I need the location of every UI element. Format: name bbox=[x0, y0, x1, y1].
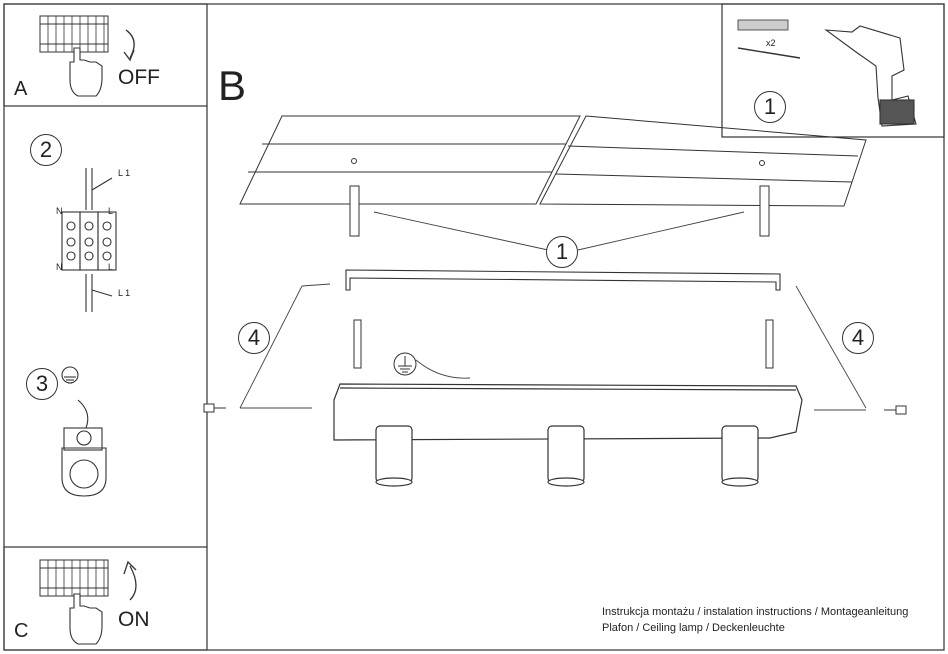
anchor-icon bbox=[738, 20, 788, 30]
outer-frame bbox=[4, 4, 944, 650]
caption-line-1: Instrukcja montażu / instalation instructions / Montageanleitung bbox=[602, 606, 909, 618]
n-label-bottom: N bbox=[56, 262, 63, 272]
step-2-number: 2 bbox=[30, 134, 62, 166]
screw-icon bbox=[738, 48, 800, 58]
step-4-number-left: 4 bbox=[238, 322, 270, 354]
terminal-block-icon bbox=[62, 168, 116, 312]
l-label-bottom: L bbox=[108, 262, 114, 272]
step-4-number-right: 4 bbox=[842, 322, 874, 354]
l1-top-label: L 1 bbox=[118, 168, 131, 178]
hand-icon bbox=[70, 48, 102, 96]
panel-c-box bbox=[4, 547, 207, 650]
step-1-number-tools: 1 bbox=[754, 91, 786, 123]
quantity-label: x2 bbox=[766, 38, 776, 48]
drill-icon bbox=[826, 26, 916, 126]
arrow-icon bbox=[124, 562, 136, 600]
panel-a-box bbox=[4, 4, 207, 106]
panel-a-state: OFF bbox=[118, 66, 160, 89]
caption-line-2: Plafon / Ceiling lamp / Deckenleuchte bbox=[602, 622, 785, 634]
lamp-icon bbox=[334, 384, 802, 486]
hand-icon bbox=[70, 594, 102, 644]
fuse-box-icon bbox=[40, 560, 108, 596]
arrow-icon bbox=[124, 30, 134, 60]
l-label-top: L bbox=[108, 206, 114, 216]
fuse-box-icon bbox=[40, 16, 108, 52]
ground-symbol-icon bbox=[394, 353, 416, 375]
panel-c-letter: C bbox=[14, 620, 29, 642]
panel-b-letter: B bbox=[218, 62, 247, 109]
ground-terminal-icon bbox=[62, 367, 106, 496]
panel-c-state: ON bbox=[118, 608, 150, 631]
mounting-bracket bbox=[346, 270, 780, 290]
n-label-top: N bbox=[56, 206, 63, 216]
l1-bottom-label: L 1 bbox=[118, 288, 131, 298]
panel-a-letter: A bbox=[14, 78, 28, 100]
step-1-number-main: 1 bbox=[546, 236, 578, 268]
wall-anchor bbox=[350, 186, 769, 236]
ceiling-panels bbox=[240, 116, 866, 206]
step-3-number: 3 bbox=[26, 368, 58, 400]
